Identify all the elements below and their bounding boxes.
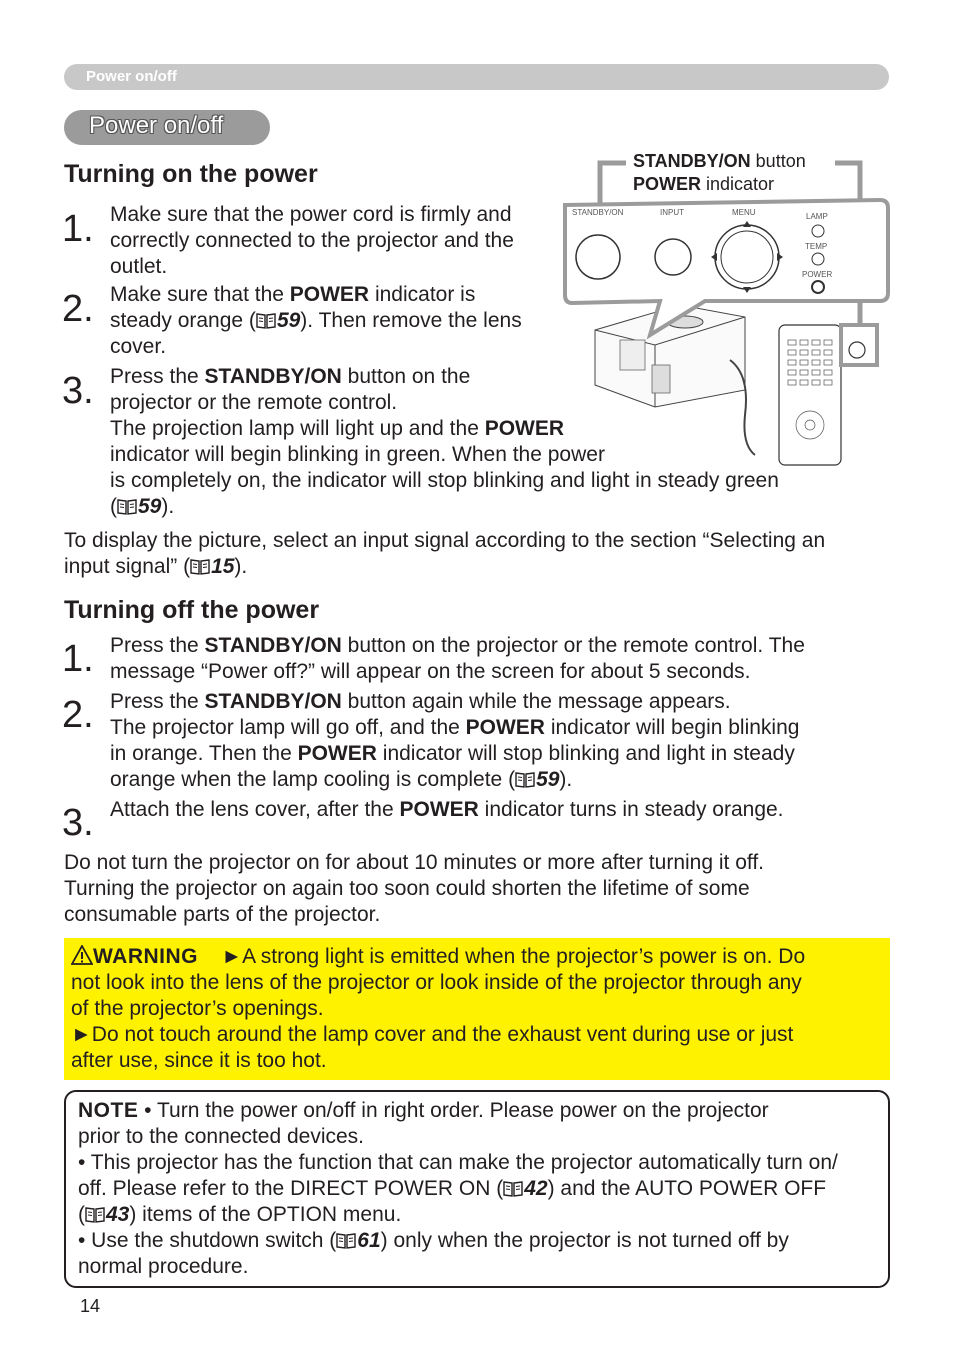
- off-step1-number: 1.: [62, 638, 94, 680]
- off-step3-number: 3.: [62, 802, 94, 844]
- page-number: 14: [80, 1296, 101, 1316]
- on-step3-number: 3.: [62, 370, 94, 412]
- on-step1-text: Make sure that the power cord is firmly and correctly connected to the projector and the outlet.: [110, 203, 514, 278]
- book-icon: [503, 1178, 523, 1195]
- page-ref[interactable]: 42: [524, 1177, 548, 1200]
- panel-input-label: INPUT: [660, 208, 684, 217]
- book-icon: [85, 1204, 105, 1221]
- book-icon: [515, 769, 535, 786]
- on-step2-text: Make sure that the POWER indicator is steady orange ( 59). Then remove the lens cover.: [110, 283, 522, 358]
- off-step2-text: Press the STANDBY/ON button again while the message appears. The projector lamp will go off, and the POWER indicator will begin blinking in orange. Then the POWER indicator will stop blinking and light in steady orange when the lamp cooling is complete ( 59).: [110, 690, 800, 791]
- note-text: NOTE • Turn the power on/off in right order. Please power on the projector prior to the connected devices. • This projector has the function that can make the projector automatically turn on/ off. Please refer to the DIRECT POWER ON ( 42) and the AUTO POWER OFF ( 43) items of the OPTION menu. • Use the shutdown switch ( 61) only when the projector is not turned off by normal procedure.: [78, 1099, 838, 1278]
- projector-illustration: [560, 145, 890, 470]
- on-step1-number: 1.: [62, 208, 94, 250]
- section-title: Power on/off: [89, 112, 224, 139]
- panel-menu-label: MENU: [732, 208, 756, 217]
- panel-temp-label: TEMP: [805, 242, 828, 251]
- book-icon: [256, 310, 276, 327]
- header-label: Power on/off: [86, 68, 177, 85]
- warning-box: [64, 938, 890, 1080]
- off-step2-number: 2.: [62, 694, 94, 736]
- section-title-pill: [64, 110, 270, 145]
- page-ref[interactable]: 59: [138, 495, 162, 518]
- header-bar: [64, 64, 889, 90]
- book-icon: [190, 556, 210, 573]
- on-step3-text: Press the STANDBY/ON button on the projector or the remote control. The projection lamp will light up and the POWER indicator will begin blinking in green. When the power is completely on, the indicator will stop blinking and light in steady green ( 59).: [110, 365, 779, 518]
- page-ref[interactable]: 61: [357, 1229, 381, 1252]
- off-step1-text: Press the STANDBY/ON button on the projector or the remote control. The message “Power off?” will appear on the screen for about 5 seconds.: [110, 634, 805, 683]
- figure-callout: STANDBY/ON button POWER indicator: [633, 151, 806, 194]
- note-box: [64, 1090, 890, 1288]
- select-input-paragraph: To display the picture, select an input signal according to the section “Selecting an input signal” ( 15).: [64, 529, 826, 578]
- warning-triangle-icon: [71, 945, 93, 965]
- warning-text: WARNING ►A strong light is emitted when the projector’s power is on. Do not look into the lens of the projector or look inside of the projector through any of the projector’s openings. ►Do not touch around the lamp cover and the exhaust vent during use or just after use, since it is too hot.: [71, 945, 806, 1072]
- page-ref[interactable]: 59: [536, 768, 560, 791]
- projector-figure: [560, 145, 890, 470]
- panel-power-label: POWER: [802, 270, 833, 279]
- turning-off-heading: Turning off the power: [64, 596, 320, 624]
- restart-paragraph: Do not turn the projector on for about 10 minutes or more after turning it off. Turning the projector on again too soon could shorten the lifetime of some consumable parts of the projector.: [64, 851, 764, 926]
- panel-lamp-label: LAMP: [806, 212, 828, 221]
- warning-label: WARNING: [93, 945, 198, 968]
- page-ref[interactable]: 43: [106, 1203, 130, 1226]
- off-step3-text: Attach the lens cover, after the POWER indicator turns in steady orange.: [110, 798, 784, 821]
- book-icon: [336, 1230, 356, 1247]
- panel-standby-label: STANDBY/ON: [572, 208, 624, 217]
- book-icon: [117, 496, 137, 513]
- on-step2-number: 2.: [62, 288, 94, 330]
- page-ref[interactable]: 59: [276, 309, 301, 332]
- turning-on-heading: Turning on the power: [64, 160, 318, 188]
- note-label: NOTE: [78, 1099, 139, 1122]
- page-ref[interactable]: 15: [211, 555, 235, 578]
